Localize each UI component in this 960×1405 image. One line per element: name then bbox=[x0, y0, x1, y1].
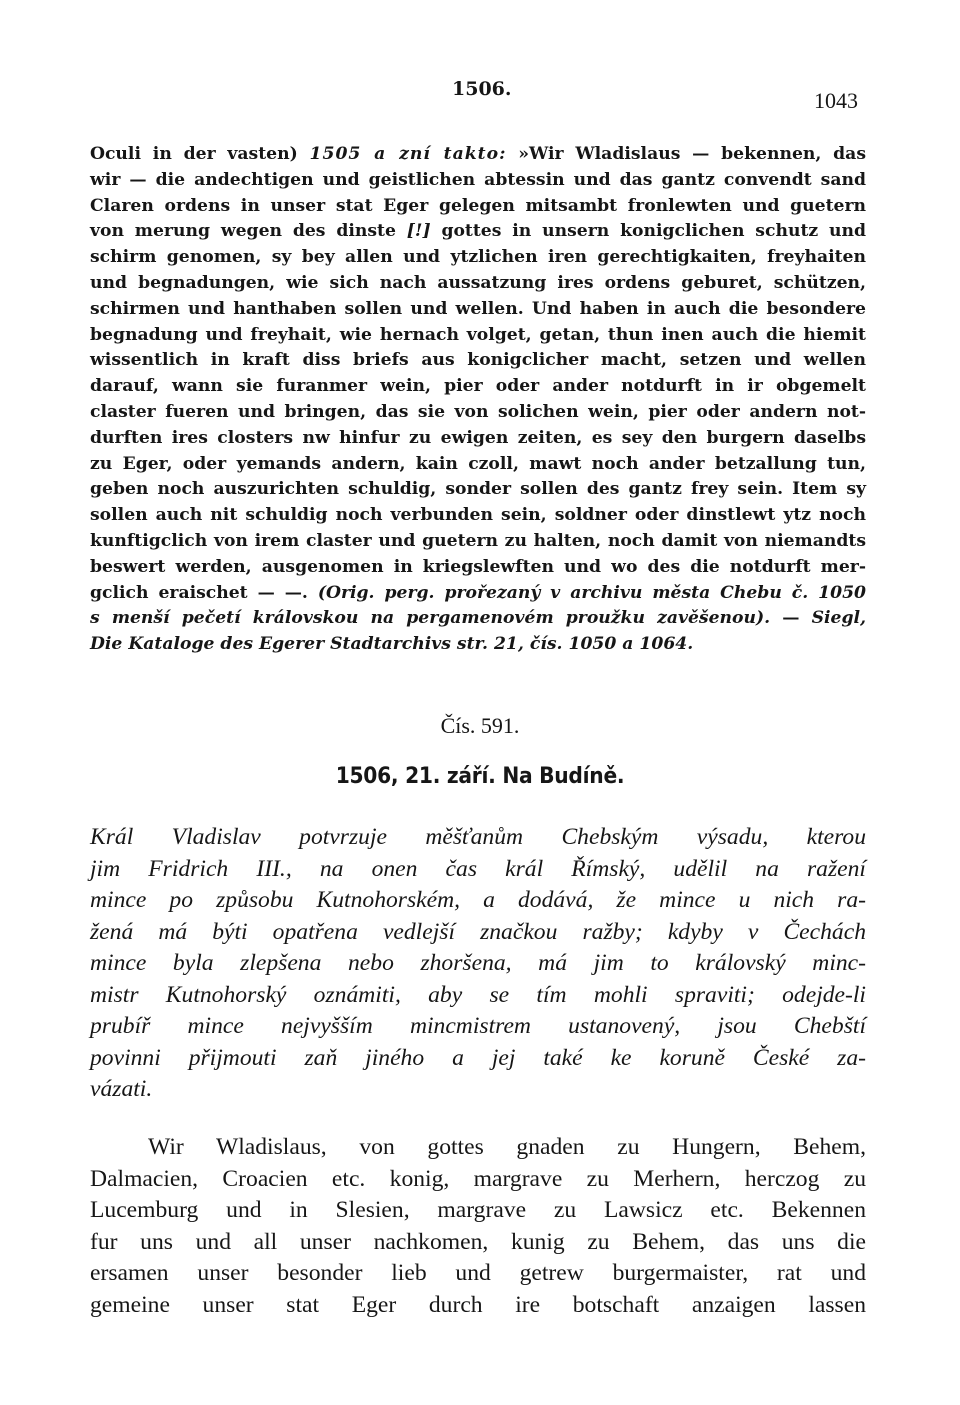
text-line: kunftigclich von irem claster und guetern zu halten, noch damit von niemandts bbox=[90, 530, 866, 551]
summary-line: mince byla zlepšena nebo zhoršena, má jim to královský minc- bbox=[90, 950, 866, 976]
document-text bbox=[90, 1132, 866, 1322]
text-line: Oculi in der vasten) 1505 a zní takto: »Wir Wladislaus — bekennen, das bbox=[90, 144, 866, 164]
summary-line: jim Fridrich III., na onen čas král Římský, udělil na ražení bbox=[90, 855, 866, 882]
text-line: wir — die andechtigen und geistlichen abtessin und das gantz convendt sand bbox=[90, 169, 866, 190]
text-line: und begnadungen, wie sich nach aussatzung ires ordens geburet, schützen, bbox=[90, 272, 866, 293]
text-line: Dalmacien, Croacien etc. konig, margrave zu Merhern, herczog zu bbox=[90, 1165, 866, 1192]
running-head bbox=[0, 78, 960, 113]
text-line: beswert werden, ausgenomen in kriegslewften und wo des die notdurft mer- bbox=[90, 556, 866, 577]
text-line: gclich eraischet — —. (Orig. perg. prořezaný v archivu města Chebu č. 1050 bbox=[90, 582, 866, 603]
document-date-place: 1506, 21. září. Na Budíně. bbox=[335, 764, 625, 789]
text-line: Lucemburg und in Slesien, margrave zu Lawsicz etc. Bekennen bbox=[90, 1197, 866, 1224]
summary-line: povinni přijmouti zaň jiného a jej také ke koruně České za- bbox=[90, 1044, 866, 1071]
previous-document-ending bbox=[90, 142, 866, 658]
text-line: Wir Wladislaus, von gottes gnaden zu Hungern, Behem, bbox=[148, 1134, 866, 1160]
text-line: ersamen unser besonder lieb und getrew burgermaister, rat und bbox=[90, 1260, 866, 1287]
text-line: gemeine unser stat Eger durch ire botschaft anzaigen lassen bbox=[90, 1291, 866, 1318]
text-line: begnadung und freyhait, wie hernach volget, getan, thun inen auch die hiemit bbox=[90, 324, 866, 345]
text-line: geben noch auszurichten schuldig, sonder sollen des gantz frey sein. Item sy bbox=[90, 479, 866, 500]
summary-line: prubíř mince nejvyšším mincmistrem ustanovený, jsou Chebští bbox=[90, 1013, 866, 1039]
summary-line: mince po způsobu Kutnohorském, a dodává, že mince u nich ra- bbox=[90, 887, 866, 913]
page-number: 1043 bbox=[814, 88, 858, 113]
text-line: zu Eger, oder yemands andern, kain czoll, mawt noch ander betzallung tun, bbox=[90, 453, 866, 474]
text-line: Die Kataloge des Egerer Stadtarchivs str. 21, čís. 1050 a 1064. bbox=[90, 634, 694, 655]
text-line: s menší pečetí královskou na pergamenovém proužku zavěšenou). — Siegl, bbox=[90, 608, 866, 629]
document-summary bbox=[90, 822, 866, 1106]
document-number: Čís. 591. bbox=[440, 713, 520, 738]
text-line: Claren ordens in unser stat Eger gelegen mitsambt fronlewten und guetern bbox=[90, 195, 866, 216]
header-year: 1506. bbox=[452, 78, 512, 100]
text-line: durften ires closters nw hinfur zu ewigen zeiten, es sey den burgern daselbs bbox=[90, 427, 866, 448]
text-line: wissentlich in kraft diss briefs aus konigclicher macht, setzen und wellen bbox=[90, 350, 866, 371]
text-line: fur uns und all unser nachkomen, kunig zu Behem, das uns die bbox=[90, 1228, 866, 1255]
summary-line: Král Vladislav potvrzuje měšťanům Chebským výsadu, kterou bbox=[90, 824, 866, 850]
text-line: von merung wegen des dinste [!] gottes in unsern konigclichen schutz und bbox=[90, 221, 866, 242]
summary-line: vázati. bbox=[90, 1076, 153, 1102]
text-line: schirmen und hanthaben sollen und wellen. Und haben in auch die besondere bbox=[90, 298, 866, 319]
summary-line: žená má býti opatřena vedlejší značkou ražby; kdyby v Čechách bbox=[90, 918, 866, 945]
summary-line: mistr Kutnohorský oznámiti, aby se tím mohli spraviti; odejde-li bbox=[90, 981, 866, 1008]
text-line: claster fueren und bringen, das sie von solichen wein, pier oder andern not- bbox=[90, 401, 866, 422]
text-line: schirm genomen, sy bey allen und ytzlichen iren gerechtigkaiten, freyhaiten bbox=[90, 247, 866, 268]
text-line: sollen auch nit schuldig noch verbunden sein, soldner oder dinstlewt ytz noch bbox=[90, 505, 866, 526]
text-line: darauf, wann sie furanmer wein, pier oder ander notdurft in ir obgemelt bbox=[90, 376, 866, 397]
